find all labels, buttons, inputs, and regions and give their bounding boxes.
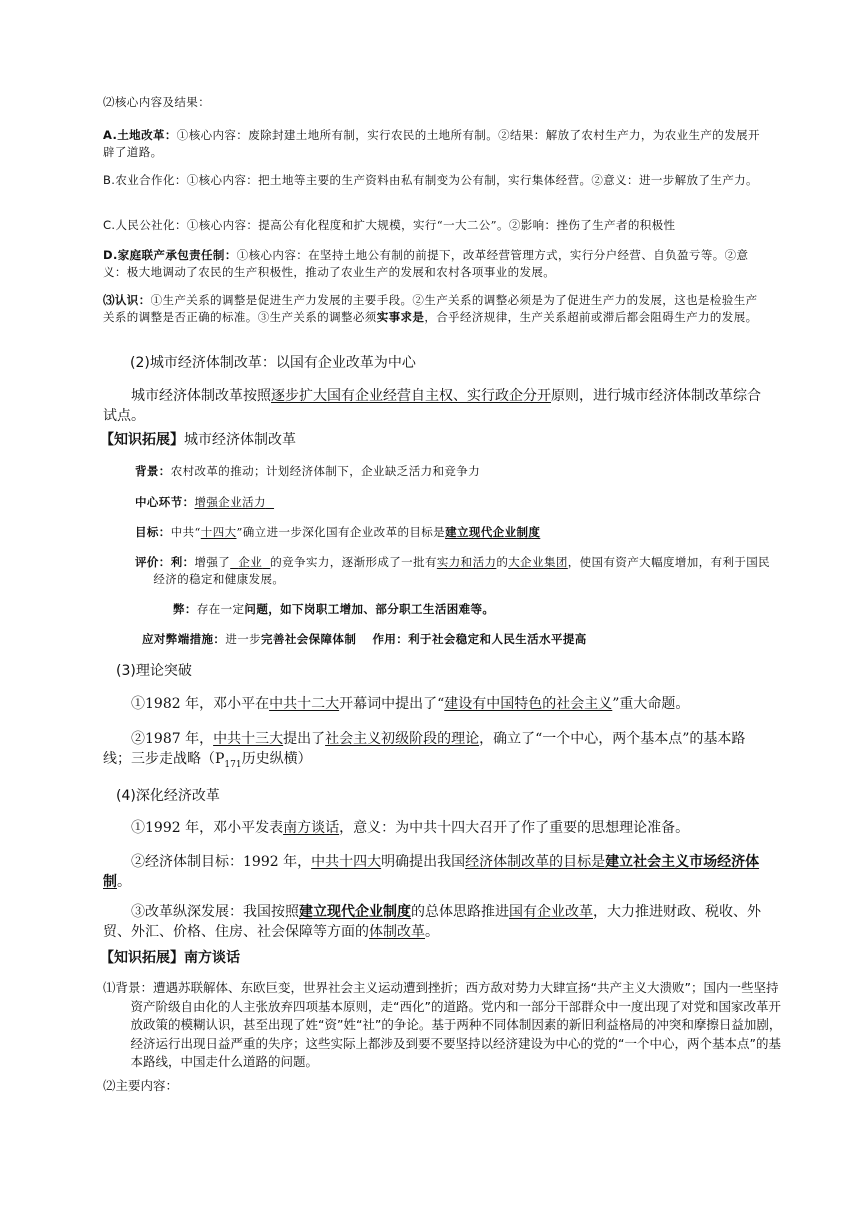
theory-p1a: ①1982 年，邓小平在: [131, 696, 270, 712]
ext2-tag: 【知识拓展】: [100, 950, 184, 966]
urban-underlined: 逐步扩大国有企业经营自主权、实行政企分开: [271, 388, 551, 404]
urban-text-2: 原则，进行城市经济体制改革综合试点。: [103, 388, 761, 424]
theory-p2-sub: 171: [224, 759, 242, 770]
coop-label: B.农业合作化：: [103, 173, 187, 187]
ext1-title: 城市经济体制改革: [184, 432, 296, 448]
hcrs-text: ①核心内容：在坚持土地公有制的前提下，改革经营管理方式，实行分户经营、自负盈亏等。②意义：极大地调动了农民的生产积极性，推动了农业生产的发展和农村各项事业的发展。: [103, 248, 749, 279]
theory-p2e: ，确立了“一个中心，两个基本点”的基本路线；三步走战略（P: [103, 731, 746, 767]
deepen-p3e: ，大力推进财政、税收、外贸、外汇、价格、住房、社会保障等方面的: [103, 904, 761, 940]
ext1-bg-text: 农村改革的推动；计划经济体制下，企业缺乏活力和竞争力: [170, 464, 481, 478]
theory-p1d: 建设有中国特色的社会主义: [444, 696, 613, 712]
commune-paragraph: [103, 217, 763, 234]
deepen-p1: [103, 818, 763, 838]
recognition-text-2: ，合乎经济规律，生产关系超前或滞后都会阻碍生产力的发展。: [424, 310, 758, 324]
ext1-heading: [100, 430, 760, 450]
hcrs-paragraph: [103, 247, 763, 281]
recognition-label: ⑶认识：: [103, 293, 151, 307]
land-reform-paragraph: [103, 127, 763, 161]
theory-p1b: 中共十二大: [269, 696, 340, 712]
theory-heading: (3)理论突破: [116, 663, 192, 679]
ext1-measure-c: 作用：利于社会稳定和人民生活水平提高: [372, 632, 587, 646]
ext1-center-text: 增强企业活力: [194, 495, 266, 509]
ext1-goal-label: 目标：: [135, 525, 171, 539]
ext1-bad-label: 弊：: [173, 602, 197, 616]
ext1-bad-a: 存在一定: [196, 602, 245, 616]
deepen-p3g: 。: [425, 924, 439, 940]
ext2-bg-label: ⑴背景：: [103, 980, 154, 995]
ext2-bg-text: 遭遇苏联解体、东欧巨变，世界社会主义运动遭到挫折；西方敌对势力大肆宣扬“共产主义大溃败”；国内一些坚持资产阶级自由化的人主张放弃四项基本原则，走“西化”的道路。党内和一部分干部群众中一度出现了对党和国家改革开放政策的模糊认识，甚至出现了姓“资”姓“社”的争论。基于两种不同体制因素的新旧利益格局的冲突和摩擦日益加剧，经济运行出现日益严重的失序；这些实际上都涉及到要不要坚持以经济建设为中心的党的“一个中心，两个基本点”的基本路线，中国走什么道路的问题。: [130, 980, 782, 1069]
theory-p2a: ②1987 年，: [131, 731, 214, 747]
coop-text: ①核心内容：把土地等主要的生产资料由私有制变为公有制，实行集体经营。②意义：进一步解放了生产力。: [186, 173, 758, 187]
ext1-drawback: [173, 601, 833, 618]
ext1-bg-label: 背景：: [135, 464, 171, 478]
ext1-bad-b: 问题，如下岗职工增加、部分职工生活困难等。: [244, 602, 495, 616]
deepen-heading: (4)深化经济改革: [116, 788, 220, 804]
ext1-measure-a: 进一步: [225, 632, 262, 646]
ext2-heading: [100, 948, 760, 968]
deepen-p2f: 。: [117, 874, 131, 890]
recognition-paragraph: [103, 292, 763, 326]
ext1-eval-d: 实力和活力: [436, 555, 497, 569]
deepen-p3f: 体制改革: [369, 924, 425, 940]
ext2-title: 南方谈话: [184, 950, 240, 966]
deepen-p1a: ①1992 年，邓小平发表: [131, 820, 284, 836]
theory-p2c: 提出了: [283, 731, 326, 747]
ext1-eval-g: ，使国有资产大幅度增加，有利于国民经济的稳定和健康发展。: [153, 555, 771, 586]
ext2-main-label: ⑵主要内容：: [103, 1078, 179, 1093]
ext1-goal-a: 中共“: [170, 525, 201, 539]
deepen-p2: [103, 852, 763, 892]
land-reform-text: ①核心内容：废除封建土地所有制，实行农民的土地所有制。②结果：解放了农村生产力，为农业生产的发展开辟了道路。: [103, 128, 760, 159]
ext1-eval-f: 大企业集团: [508, 555, 568, 569]
ext1-measure: [142, 631, 802, 648]
theory-p2b: 中共十三大: [213, 731, 284, 747]
deepen-p3c: 的总体思路推进: [411, 904, 509, 920]
ext1-eval-c: 的竞争实力，逐渐形成了一批有: [270, 555, 437, 569]
recognition-text-1: ①生产关系的调整是促进生产力发展的主要手段。②生产关系的调整必须是为了促进生产力的发展，这也是检验生产关系的调整是否正确的标准。③生产关系的调整必须: [103, 293, 758, 324]
ext1-goal-b: 十四大: [200, 525, 237, 539]
ext1-measure-b: 完善社会保障体制: [261, 632, 357, 646]
ext2-background: [103, 979, 791, 1072]
deepen-p3a: ③改革纵深发展：我国按照: [131, 904, 299, 920]
urban-text-1: 城市经济体制改革按照: [131, 388, 271, 404]
deepen-p2a: ②经济体制目标：1992 年，: [131, 854, 312, 870]
theory-p1: [103, 694, 763, 714]
deepen-p2b: 中共十四大: [311, 854, 382, 870]
ext1-eval-label: 评价：利：: [135, 555, 195, 569]
deepen-p3b: 建立现代企业制度: [299, 904, 411, 920]
deepen-p2d: 经济体制改革的目标是: [465, 854, 606, 870]
recognition-bold: 实事求是: [376, 310, 425, 324]
ext1-eval-b: 企业: [238, 555, 263, 569]
ext1-evaluation: [135, 554, 773, 588]
theory-p1e: ”重大命题。: [612, 696, 690, 712]
deepen-p3: [103, 902, 763, 942]
commune-text: ①核心内容：提高公有化程度和扩大规模，实行“一大二公”。②影响：挫伤了生产者的积极性: [186, 218, 676, 232]
ext1-goal-d: 建立现代企业制度: [445, 525, 541, 539]
urban-paragraph: [103, 386, 763, 426]
deepen-p1b: 南方谈话: [283, 820, 340, 836]
ext1-measure-label: 应对弊端措施：: [142, 632, 226, 646]
theory-p2: [103, 729, 763, 775]
ext1-center-label: 中心环节：: [135, 495, 195, 509]
theory-p1c: 开幕词中提出了“: [339, 696, 445, 712]
ext1-goal-c: ”确立进一步深化国有企业改革的目标是: [236, 525, 446, 539]
hcrs-label: D.家庭联产承包责任制：: [103, 248, 237, 262]
ext1-tag: 【知识拓展】: [100, 432, 184, 448]
ext1-eval-e: 的: [496, 555, 509, 569]
ext1-goal: [135, 524, 795, 541]
coop-paragraph: [103, 172, 763, 189]
theory-p2d: 社会主义初级阶段的理论: [325, 731, 480, 747]
urban-heading: (2)城市经济体制改革：以国有企业改革为中心: [130, 355, 416, 371]
commune-label: C.人民公社化：: [103, 218, 187, 232]
deepen-p2e: 建立社会主义市场经济体制: [103, 854, 760, 890]
ext1-eval-a: 增强了: [194, 555, 231, 569]
ext1-background: [135, 463, 795, 480]
core-heading: ⑵核心内容及结果：: [103, 95, 211, 109]
deepen-p1c: ，意义：为中共十四大召开了作了重要的思想理论准备。: [339, 820, 690, 836]
deepen-p3d: 国有企业改革: [509, 904, 593, 920]
ext1-center: [135, 494, 795, 511]
theory-p2f: 历史纵横）: [241, 751, 312, 767]
land-reform-label: A.土地改革：: [103, 128, 177, 142]
deepen-p2c: 明确提出我国: [381, 854, 466, 870]
